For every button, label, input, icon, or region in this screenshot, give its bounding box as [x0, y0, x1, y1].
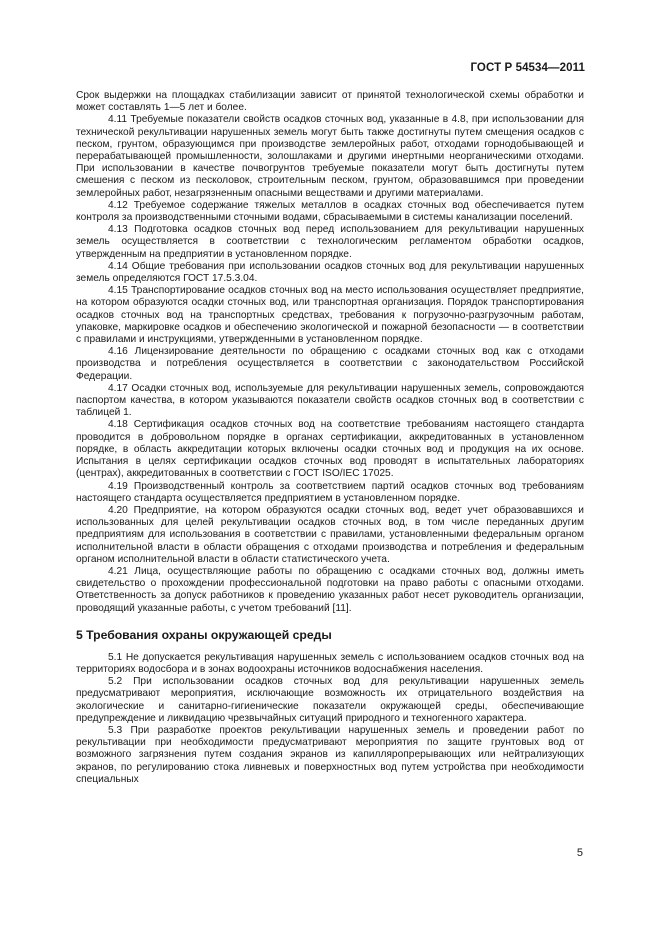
paragraph: 5.1 Не допускается рекультивация нарушенных земель с использованием осадков сточных вод на территориях водосбора и в зонах водоохраны источников водоснабжения населения.: [76, 651, 584, 675]
paragraph: Срок выдержки на площадках стабилизации зависит от принятой технологической схемы обработки и может составлять 1—5 лет и более.: [76, 90, 584, 114]
paragraph: 4.17 Осадки сточных вод, используемые для рекультивации нарушенных земель, сопровождаются паспортом качества, в котором указываются показатели свойств осадков сточных вод в соответствии с таблицей 1.: [76, 382, 584, 419]
paragraph: 4.21 Лица, осуществляющие работы по обращению с осадками сточных вод, должны иметь свидетельство о прохождении профессиональной подготовки на право работы с опасными отходами. Ответственность за допуск работников к проведению указанных работ несет руководитель организации, проводящий указанные работы, с учетом требований [11].: [76, 565, 584, 614]
paragraph: 4.15 Транспортирование осадков сточных вод на место использования осуществляет предприятие, на котором образуются осадки сточных вод, или транспортная организация. Порядок транспортирования осадков сточных вод на транспортных средствах, требования к погрузочно-разгрузочным работам, упаковке, маркировке осадков и обеспечению экологической и пожарной безопасности — в соответствии с правилами и инструкциями, утвержденными в установленном порядке.: [76, 285, 584, 346]
paragraph: 4.13 Подготовка осадков сточных вод перед использованием для рекультивации нарушенных земель осуществляется в соответствии с технологическим регламентом обработки осадков, утвержденным на предприятии в установленном порядке.: [76, 224, 584, 260]
section-5-paragraphs: [76, 652, 584, 786]
paragraph: 4.20 Предприятие, на котором образуются осадки сточных вод, ведет учет образовавшихся и использованных для целей рекультивации осадков сточных вод, в том числе переданных другим предприятиям для использования в соответствии с правилами, установленными федеральным органом исполнительной власти в области обращения с отходами производства и потребления и федеральным органом исполнительной власти в области статистического учета.: [76, 504, 584, 565]
section-4-paragraphs: [76, 90, 584, 615]
paragraph: 4.12 Требуемое содержание тяжелых металлов в осадках сточных вод обеспечивается путем контроля за производственными сточными водами, сбрасываемыми в системы канализации поселений.: [76, 199, 584, 224]
paragraph: 4.18 Сертификация осадков сточных вод на соответствие требованиям настоящего стандарта проводится в добровольном порядке в органах сертификации, аккредитованных в установленном порядке, в область аккредитации которых включены осадки сточных вод и продукция на их основе. Испытания в целях сертификации осадков сточных вод проводят в испытательных лабораториях (центрах), аккредитованных в соответствии с ГОСТ ISO/IEC 17025.: [76, 419, 584, 480]
page-number: 5: [576, 847, 583, 859]
document-body: [76, 90, 584, 786]
paragraph: 4.11 Требуемые показатели свойств осадков сточных вод, указанные в 4.8, при использовании для технической рекультивации нарушенных земель могут быть также достигнуты путем смещения осадков с песком, грунтом, образующимся при производстве землеройных работ, отходами горнодобывающей и перерабатывающей промышленности, золошлаками и другими инертными неорганическими отходами. При использовании в качестве почвогрунтов требуемые показатели могут быть достигнуты путем смешения с песком из песколовок, строительным песком, грунтом, образовавшимся при проведении землеройных работ, незагрязненным опасными веществами и другими материалами.: [76, 114, 584, 199]
document-header: ГОСТ Р 54534—2011: [470, 62, 585, 74]
paragraph: 4.19 Производственный контроль за соответствием партий осадков сточных вод требованиям настоящего стандарта осуществляется предприятием в установленном порядке.: [76, 480, 584, 504]
paragraph: 4.16 Лицензирование деятельности по обращению с осадками сточных вод как с отходами производства и потребления осуществляется в соответствии с законодательством Российской Федерации.: [76, 346, 584, 382]
paragraph: 5.3 При разработке проектов рекультивации нарушенных земель и проведении работ по рекультивации при необходимости предусматривают мероприятия по защите грунтовых вод от возможного загрязнения путем создания экранов из капилляропрерывающих или нейтрализующих экранов, по регулированию стока ливневых и поверхностных вод путем устройства при необходимости специальных: [76, 724, 584, 785]
paragraph: 4.14 Общие требования при использовании осадков сточных вод для рекультивации нарушенных земель определяются ГОСТ 17.5.3.04.: [76, 260, 584, 285]
paragraph: 5.2 При использовании осадков сточных вод для рекультивации нарушенных земель предусматривают мероприятия, исключающие возможность их отрицательного воздействия на экологические и санитарно-гигиенические показатели окружающей среды, обеспечивающие предупреждение и ликвидацию чрезвычайных ситуаций природного и техногенного характера.: [76, 676, 584, 724]
section-5-title: 5 Требования охраны окружающей среды: [76, 627, 332, 642]
